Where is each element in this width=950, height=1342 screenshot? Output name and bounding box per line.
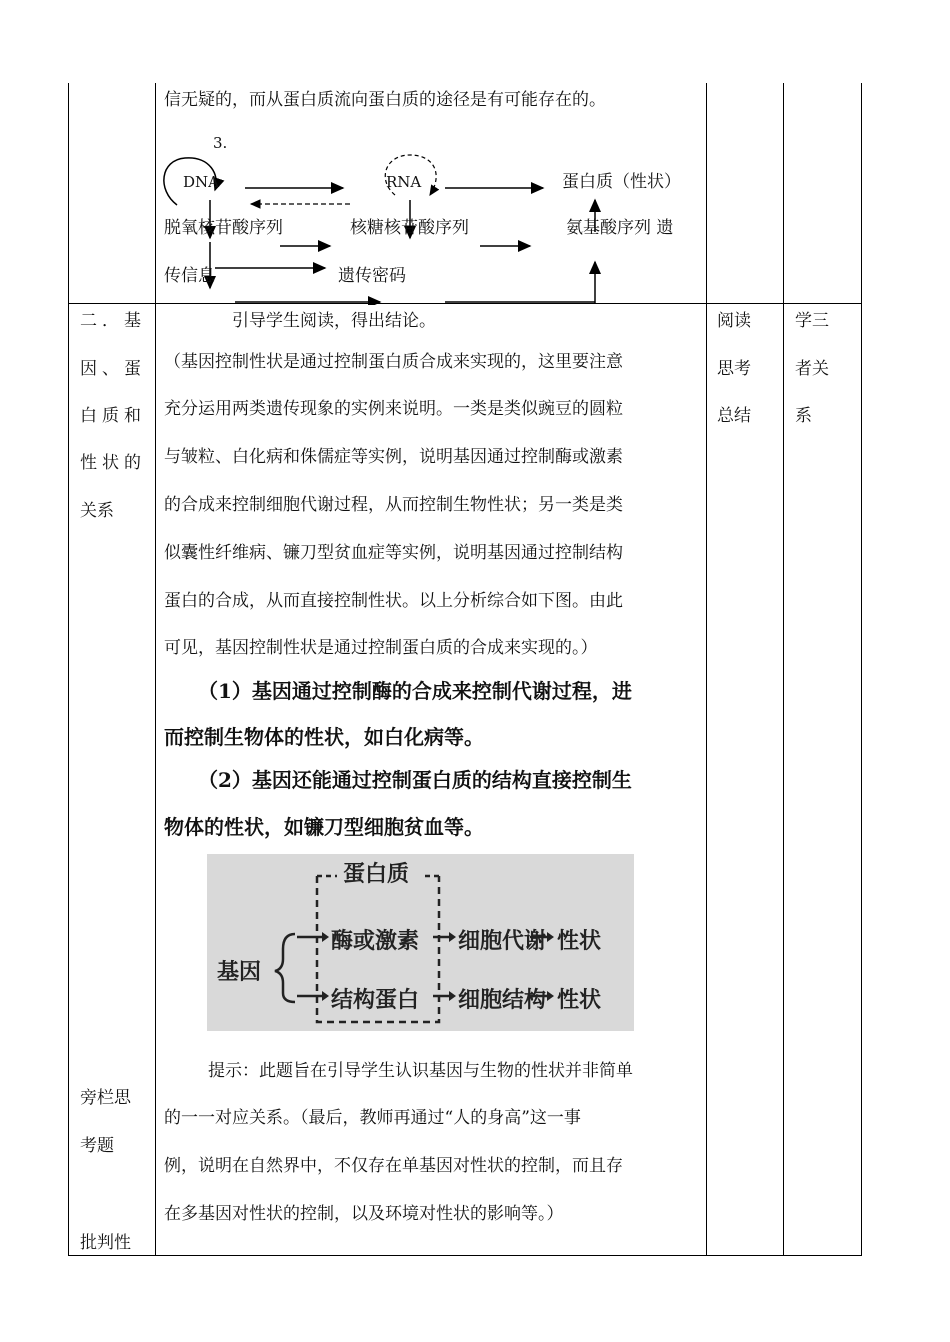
diagram-metabolism: 细胞代谢 <box>458 929 547 954</box>
side-note-line2: 考题 <box>80 1136 114 1156</box>
side-note-line3: 批判性 <box>80 1233 131 1253</box>
activity-line2: 思考 <box>717 359 751 379</box>
goal-line3: 系 <box>795 406 812 426</box>
conclusion-1-line1: （1）基因通过控制酶的合成来控制代谢过程，进 <box>198 679 632 703</box>
table-border-right <box>861 83 862 1256</box>
diagram-trait-2: 性状 <box>557 988 602 1013</box>
paragraph-line: 似囊性纤维病、镰刀型贫血症等实例，说明基因通过控制结构 <box>164 543 623 563</box>
conclusion-1-line2: 而控制生物体的性状，如白化病等。 <box>164 725 484 749</box>
diagram-protein: 蛋白质 <box>343 862 410 887</box>
section-title-line2: 因、蛋 <box>80 359 146 379</box>
section-title-line1: 二．基 <box>80 311 146 331</box>
activity-line1: 阅读 <box>717 311 751 331</box>
table-divider-2 <box>706 83 707 1256</box>
diagram-structural-protein: 结构蛋白 <box>331 988 420 1013</box>
goal-line1: 学三 <box>795 311 829 331</box>
section-title-line5: 关系 <box>80 501 114 521</box>
diagram-enzyme: 酶或激素 <box>331 929 420 954</box>
deoxy-sequence-label: 脱氧核苷酸序列 <box>164 218 283 238</box>
paragraph-line: 的合成来控制细胞代谢过程，从而控制生物性状；另一类是类 <box>164 495 623 515</box>
conclusion-2-line1: （2）基因还能通过控制蛋白质的结构直接控制生 <box>198 768 632 792</box>
section-title-line4: 性状的 <box>80 453 146 473</box>
amino-sequence-label: 氨基酸序列 遗 <box>566 218 674 238</box>
protein-trait-label: 蛋白质（性状） <box>562 172 681 192</box>
goal-line2: 者关 <box>795 359 829 379</box>
gene-trait-diagram <box>207 854 634 1031</box>
conclusion-2-line2: 物体的性状，如镰刀型细胞贫血等。 <box>164 815 484 839</box>
table-border-bottom <box>68 1255 862 1256</box>
rna-label: RNA <box>386 173 422 191</box>
dna-label: DNA <box>183 173 219 191</box>
genetic-info-label: 传信息 <box>164 266 215 286</box>
genetic-code-label: 遗传密码 <box>338 266 406 286</box>
activity-line3: 总结 <box>717 406 751 426</box>
diagram-gene: 基因 <box>217 960 262 985</box>
paragraph-line: 可见，基因控制性状是通过控制蛋白质的合成来实现的。） <box>164 638 598 658</box>
tip-line: 例，说明在自然界中，不仅存在单基因对性状的控制，而且存 <box>164 1156 623 1176</box>
tip-line: 的一一对应关系。（最后，教师再通过“人的身高”这一事 <box>164 1108 581 1128</box>
table-divider-3 <box>783 83 784 1256</box>
tip-line: 在多基因对性状的控制，以及环境对性状的影响等。） <box>164 1204 564 1224</box>
paragraph-line: （基因控制性状是通过控制蛋白质合成来实现的，这里要注意 <box>164 352 623 372</box>
diagram-cell-structure: 细胞结构 <box>458 988 547 1013</box>
side-note-line1: 旁栏思 <box>80 1088 131 1108</box>
section-title-line3: 白质和 <box>80 406 146 426</box>
diagram-trait-1: 性状 <box>557 929 602 954</box>
ribo-sequence-label: 核糖核苷酸序列 <box>350 218 469 238</box>
paragraph-line: 与皱粒、白化病和侏儒症等实例，说明基因通过控制酶或激素 <box>164 447 623 467</box>
paragraph-line: 蛋白的合成，从而直接控制性状。以上分析综合如下图。由此 <box>164 591 623 611</box>
intro-text: 引导学生阅读，得出结论。 <box>232 311 436 331</box>
paragraph-line: 充分运用两类遗传现象的实例来说明。一类是类似豌豆的圆粒 <box>164 399 623 419</box>
table-border-left <box>68 83 69 1256</box>
continuation-text: 信无疑的，而从蛋白质流向蛋白质的途径是有可能存在的。 <box>164 90 606 110</box>
item-number: 3. <box>213 134 228 152</box>
tip-line: 提示：此题旨在引导学生认识基因与生物的性状并非简单 <box>208 1061 633 1081</box>
